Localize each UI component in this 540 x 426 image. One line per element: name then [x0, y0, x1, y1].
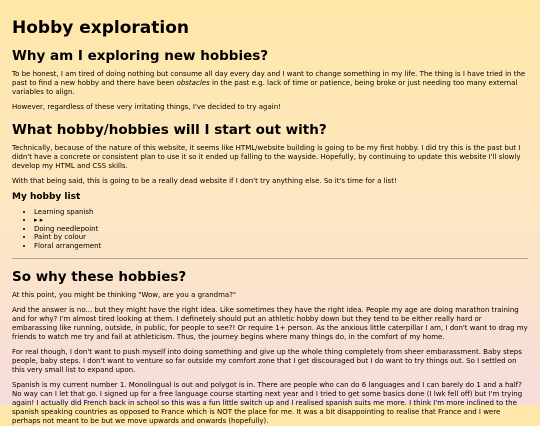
- paragraph-grandma: At this point, you might be thinking "Wow, are you a grandma?": [12, 291, 237, 300]
- page-title: Hobby exploration: [12, 18, 190, 38]
- paragraph-text: To be honest, I am tired of doing nothing but consume all day every day and I want to change something in my life. The thing is I have tried in the past to find a new hobby and there have been: [12, 70, 526, 87]
- section-heading-why-exploring: Why am I exploring new hobbies?: [12, 48, 269, 64]
- emphasis-obstacles: obstacles: [176, 79, 210, 87]
- list-item: • Paint by colour: [34, 233, 528, 241]
- list-item: • Floral arrangement: [34, 242, 528, 250]
- paragraph-answer: And the answer is no... but they might have the right idea. Like sometimes they have the right idea. People my age are doing marathon training and for why? I'm almost tired looking at them. I definetely should put an athletic hobby down but they tend to be either really hard or embarassing like running, outside, in public, for people to see?! Or require 1+ person. As the anxious little caterpillar I am, I don't want to drag my friends to watch me try and fail at athleticism. Thus, the journey begins where many things do, in the comfort of my home.: [12, 306, 528, 342]
- paragraph-intro: [12, 70, 528, 97]
- list-item: • Doing needlepoint: [34, 225, 528, 233]
- paragraph-technically: Technically, because of the nature of this website, it seems like HTML/website building is going to be my first hobby. I did try this is the past but I didn't have a concrete or consistent plan to use it so it ended up falling to the wayside. Hopefully, by continuing to update this website I'll slowly develop my HTML and CSS skills.: [12, 144, 521, 170]
- paragraph-text: in the past e.g. lack of time or patience, being broke or just needing too many external variables to align.: [12, 79, 518, 96]
- paragraph-for-real: For real though, I don't want to push myself into doing something and give up the whole thing completely from sheer embarassment. Baby steps people, baby steps. I don't want to venture so far outside my comfort zone that I get discouraged but I do want to try things out. So I settled on this very small list to expand upon.: [12, 348, 522, 375]
- section-divider: [12, 258, 528, 259]
- section-heading-why-these: So why these hobbies?: [12, 269, 187, 286]
- hobby-list: [12, 208, 528, 250]
- paragraph-regardless: However, regardless of these very irritating things, I've decided to try again!: [12, 103, 281, 111]
- paragraph-with-that: With that being said, this is going to be a really dead website if I don't try anything else. So it's time for a list!: [12, 177, 397, 185]
- hobby-list-heading: My hobby list: [12, 192, 81, 202]
- list-item: • Learning spanish: [34, 208, 528, 216]
- list-item: • ▸ ▸: [34, 216, 528, 224]
- paragraph-spanish: Spanish is my current number 1. Monolingual is out and polygot is in. There are people who can do 6 languages and I can barely do 1 and a half? No way can I let that go. I signed up for a free language course starting next year and I tried to get some basics done (I lwk fell off) but I'm trying again! I actually did French back in school so this was a fun little switch up and I realised spanish suits me more. I think I'm more inclined to the spanish speaking countries as opposed to France which is NOT the place for me. It was a bit disappointing to realise that France and I were perhaps not meant to be but we move upwards and onwards (hopefully).: [12, 381, 523, 426]
- section-heading-what-hobbies: What hobby/hobbies will I start out with?: [12, 122, 327, 138]
